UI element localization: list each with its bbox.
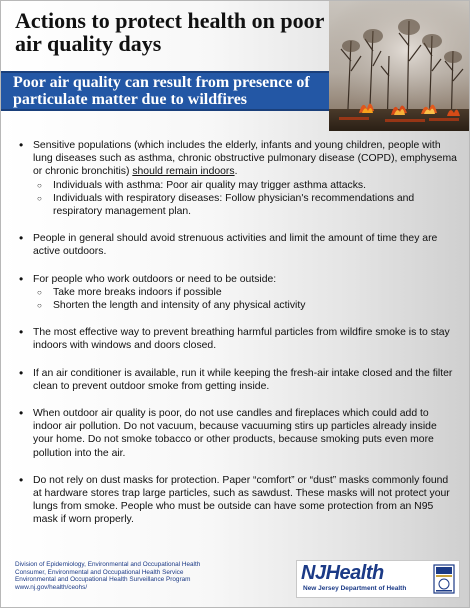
sensitive-emphasis: should remain indoors (132, 166, 235, 178)
subtitle-banner (1, 71, 329, 111)
sensitive-period: . (234, 166, 238, 178)
sub-list (33, 179, 459, 219)
sensitive-text: Sensitive populations (which includes the elderly, infants and young children, people with lung diseases such as asthma, chronic obstructive pulmonary disease (COPD), emphysema or chronic bronchitis) (33, 140, 457, 178)
logo-health: Health (325, 562, 384, 584)
list-item: • If an air conditioner is available, run it while keeping the fresh-air intake closed and the filter clean to prevent outdoor smoke from getting inside. (19, 367, 459, 393)
footer-line: Division of Epidemiology, Environmental and Occupational Health (15, 561, 201, 568)
list-item (19, 139, 459, 218)
sub-item: ○ Individuals with respiratory diseases: Follow physician's recommendations and respiratory management plan. (37, 192, 459, 218)
banner-text: Poor air quality can result from presence of particulate matter due to wildfires (13, 74, 310, 108)
page-title: Actions to protect health on poor air quality days (15, 8, 325, 56)
list-item: • Do not rely on dust masks for protection. Paper “comfort” or “dust” masks commonly found at hardware stores trap large particles, such as sawdust. These masks will not protect your lungs from smoke. People who must be outside can have some protection from an N95 mask if worn properly. (19, 474, 459, 527)
list-item (19, 273, 459, 313)
outdoors-text: For people who work outdoors or need to be outside: (33, 273, 277, 285)
logo-nj: NJ (301, 562, 326, 584)
sub-list (33, 286, 459, 312)
logo-wordmark (301, 562, 384, 584)
bullet-list (19, 139, 459, 527)
list-item: • The most effective way to prevent breathing harmful particles from wildfire smoke is to stay indoors with windows and doors closed. (19, 326, 459, 352)
sub-item: ○ Take more breaks indoors if possible (37, 286, 459, 299)
wildfire-photo (329, 1, 470, 131)
content-area (19, 139, 459, 541)
list-item: • People in general should avoid strenuous activities and limit the amount of time they are active outdoors. (19, 232, 459, 258)
list-item: • When outdoor air quality is poor, do not use candles and fireplaces which could add to indoor air pollution. Do not vacuum, because vacuuming stirs up particles already inside your home. Do not smoke tobacco or other products, because smoking puts even more pollution into the air. (19, 407, 459, 460)
nj-health-logo (296, 560, 460, 598)
footer-line: Environmental and Occupational Health Surveillance Program (15, 576, 191, 584)
footer-credits (15, 561, 295, 591)
footer-url[interactable]: www.nj.gov/health/ceohs/ (15, 583, 88, 591)
sub-item: ○ Individuals with asthma: Poor air quality may trigger asthma attacks. (37, 179, 459, 192)
nj-seal-icon (433, 564, 455, 594)
sub-item: ○ Shorten the length and intensity of any physical activity (37, 299, 459, 312)
logo-subtitle: New Jersey Department of Health (303, 585, 407, 592)
footer-line: Consumer, Environmental and Occupational Health Service (15, 568, 184, 576)
